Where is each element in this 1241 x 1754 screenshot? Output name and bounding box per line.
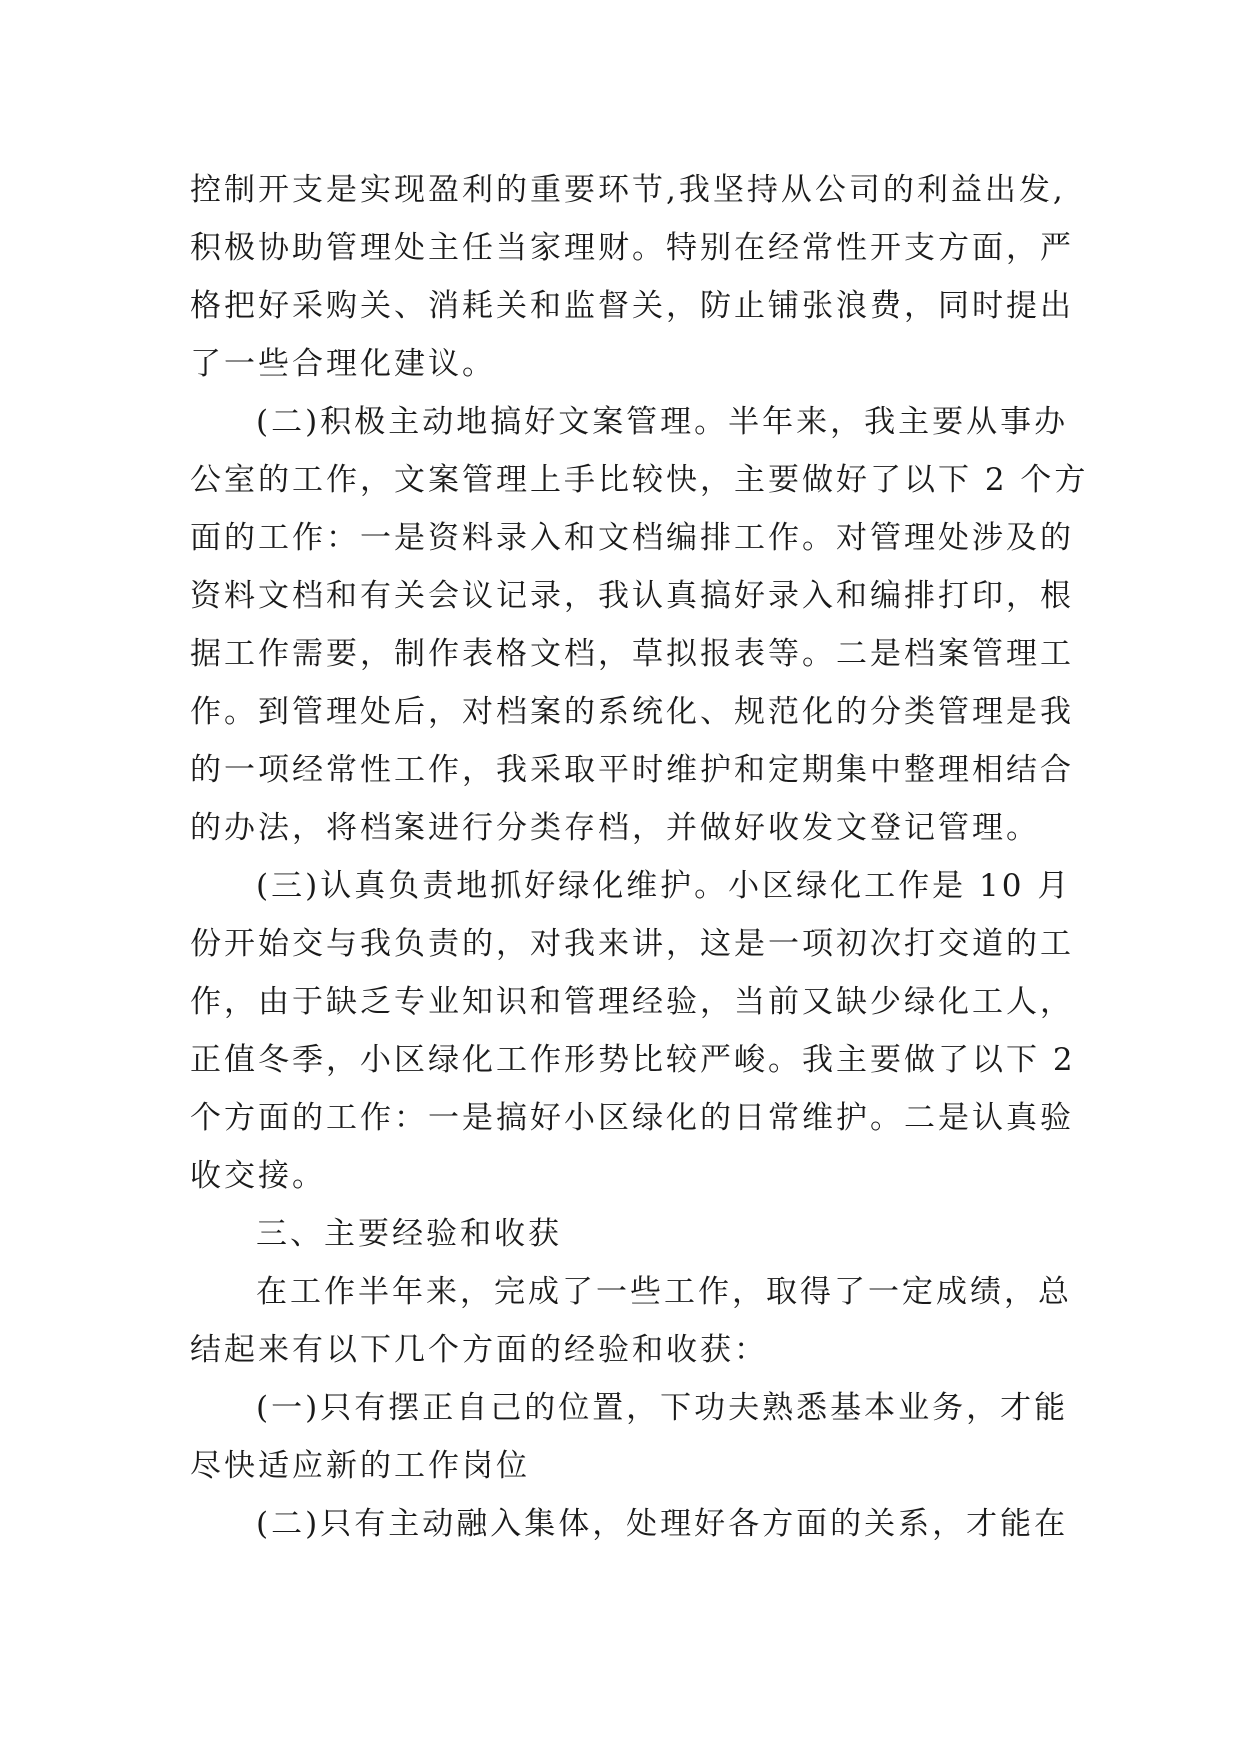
text-line: 三、主要经验和收获	[256, 1216, 562, 1252]
text-line: 了一些合理化建议。	[190, 346, 496, 382]
text-line: 尽快适应新的工作岗位	[190, 1448, 530, 1484]
text-line: 格把好采购关、消耗关和监督关，防止铺张浪费，同时提出	[190, 288, 1074, 324]
text-line: 积极协助管理处主任当家理财。特别在经常性开支方面，严	[190, 230, 1074, 266]
text-line: 份开始交与我负责的，对我来讲，这是一项初次打交道的工	[190, 926, 1074, 962]
text-line: (一)只有摆正自己的位置，下功夫熟悉基本业务，才能	[256, 1390, 1069, 1426]
text-line: 个方面的工作：一是搞好小区绿化的日常维护。二是认真验	[190, 1100, 1074, 1136]
text-line: 作，由于缺乏专业知识和管理经验，当前又缺少绿化工人，	[190, 984, 1074, 1020]
text-line: 正值冬季，小区绿化工作形势比较严峻。我主要做了以下 2	[190, 1042, 1076, 1078]
text-line: (三)认真负责地抓好绿化维护。小区绿化工作是 10 月	[256, 868, 1072, 904]
text-line: 结起来有以下几个方面的经验和收获：	[190, 1332, 768, 1368]
text-line: 控制开支是实现盈利的重要环节,我坚持从公司的利益出发,	[190, 172, 1066, 208]
text-line: 资料文档和有关会议记录，我认真搞好录入和编排打印，根	[190, 578, 1074, 614]
text-line: (二)积极主动地搞好文案管理。半年来，我主要从事办	[256, 404, 1069, 440]
text-line: 的办法，将档案进行分类存档，并做好收发文登记管理。	[190, 810, 1040, 846]
document-body	[190, 161, 1089, 1553]
text-line: 收交接。	[190, 1158, 326, 1194]
text-line: 公室的工作，文案管理上手比较快，主要做好了以下 2 个方	[190, 462, 1089, 498]
text-line: 作。到管理处后，对档案的系统化、规范化的分类管理是我	[190, 694, 1074, 730]
text-line: 据工作需要，制作表格文档，草拟报表等。二是档案管理工	[190, 636, 1074, 672]
text-line: (二)只有主动融入集体，处理好各方面的关系，才能在	[256, 1506, 1069, 1542]
text-line: 的一项经常性工作，我采取平时维护和定期集中整理相结合	[190, 752, 1074, 788]
text-line: 在工作半年来，完成了一些工作，取得了一定成绩，总	[256, 1274, 1072, 1310]
text-line: 面的工作：一是资料录入和文档编排工作。对管理处涉及的	[190, 520, 1074, 556]
